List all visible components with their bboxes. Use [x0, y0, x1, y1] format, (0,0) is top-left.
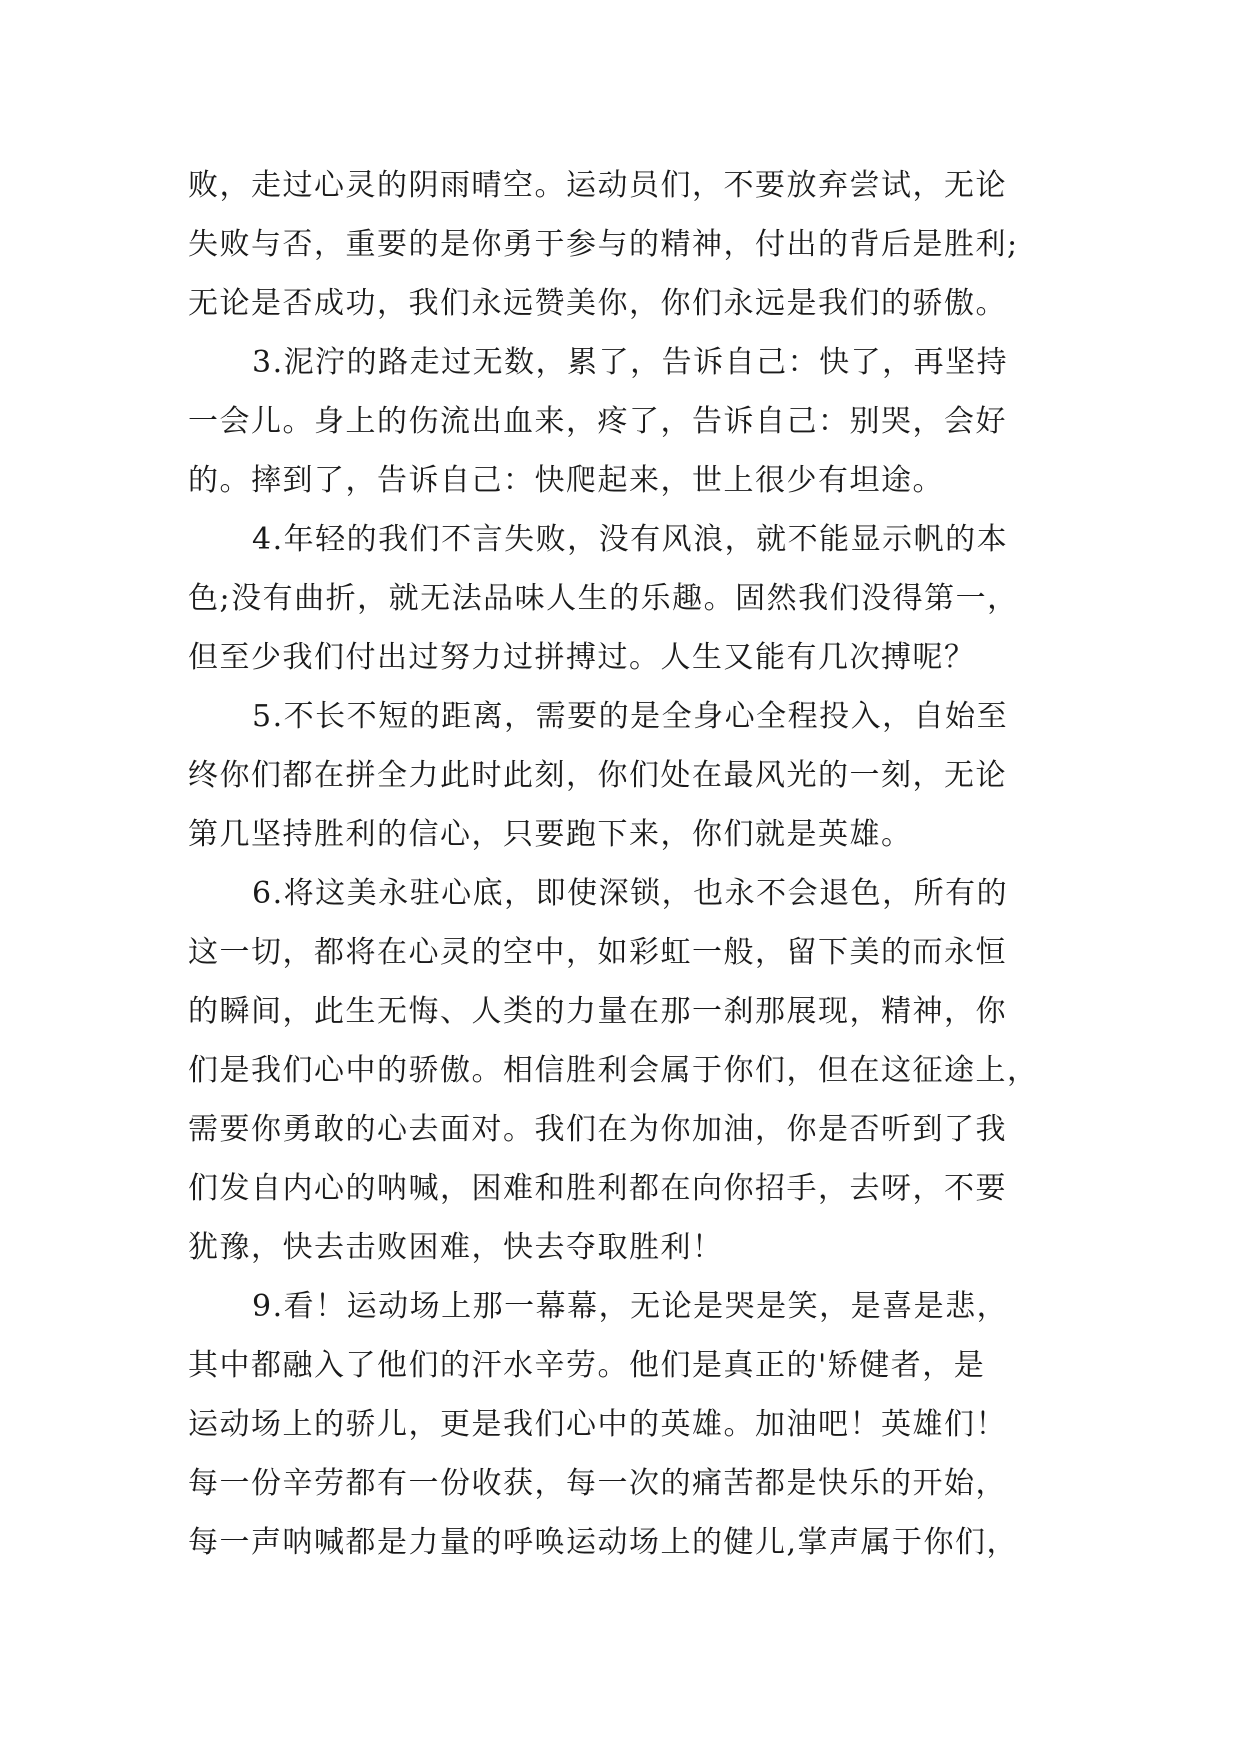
text-line: 每一声呐喊都是力量的呼唤运动场上的健儿,掌声属于你们，: [188, 1525, 1019, 1560]
text-line: 终你们都在拼全力此时此刻，你们处在最风光的一刻，无论: [188, 758, 1007, 793]
text-line: 败，走过心灵的阴雨晴空。运动员们，不要放弃尝试，无论: [188, 168, 1007, 203]
paragraph-6: [188, 864, 1068, 1277]
text-line: 9.看！运动场上那一幕幕，无论是哭是笑，是喜是悲，: [252, 1289, 1009, 1324]
text-line: 的瞬间，此生无悔、人类的力量在那一刹那展现，精神，你: [188, 994, 1007, 1029]
text-line: 这一切，都将在心灵的空中，如彩虹一般，留下美的而永恒: [188, 935, 1007, 970]
text-line: 第几坚持胜利的信心，只要跑下来，你们就是英雄。: [188, 817, 913, 852]
text-line: 们发自内心的呐喊，困难和胜利都在向你招手，去呀，不要: [188, 1171, 1007, 1206]
paragraph-3: [188, 333, 1068, 510]
paragraph-5: [188, 687, 1068, 864]
paragraph-4: [188, 510, 1068, 687]
text-line: 色;没有曲折，就无法品味人生的乐趣。固然我们没得第一，: [188, 581, 1019, 616]
text-line: 其中都融入了他们的汗水辛劳。他们是真正的'矫健者，是: [188, 1348, 986, 1383]
text-line: 无论是否成功，我们永远赞美你，你们永远是我们的骄傲。: [188, 286, 1007, 321]
paragraph-continued: [188, 156, 1068, 333]
text-line: 4.年轻的我们不言失败，没有风浪，就不能显示帆的本: [252, 522, 1009, 557]
text-line: 犹豫，快去击败困难，快去夺取胜利！: [188, 1230, 724, 1265]
body-text: [188, 156, 1068, 1572]
text-line: 失败与否，重要的是你勇于参与的精神，付出的背后是胜利;: [188, 227, 1019, 262]
text-line: 但至少我们付出过努力过拼搏过。人生又能有几次搏呢？: [188, 640, 976, 675]
text-line: 需要你勇敢的心去面对。我们在为你加油，你是否听到了我: [188, 1112, 1007, 1147]
text-line: 们是我们心中的骄傲。相信胜利会属于你们，但在这征途上，: [188, 1053, 1039, 1088]
text-line: 5.不长不短的距离，需要的是全身心全程投入，自始至: [252, 699, 1009, 734]
text-line: 一会儿。身上的伤流出血来，疼了，告诉自己：别哭，会好: [188, 404, 1007, 439]
text-line: 6.将这美永驻心底，即使深锁，也永不会退色，所有的: [252, 876, 1009, 911]
text-line: 3.泥泞的路走过无数，累了，告诉自己：快了，再坚持: [252, 345, 1009, 380]
text-line: 运动场上的骄儿，更是我们心中的英雄。加油吧！英雄们！: [188, 1407, 1007, 1442]
paragraph-9: [188, 1277, 1068, 1572]
text-line: 的。摔到了，告诉自己：快爬起来，世上很少有坦途。: [188, 463, 944, 498]
text-line: 每一份辛劳都有一份收获，每一次的痛苦都是快乐的开始，: [188, 1466, 1007, 1501]
